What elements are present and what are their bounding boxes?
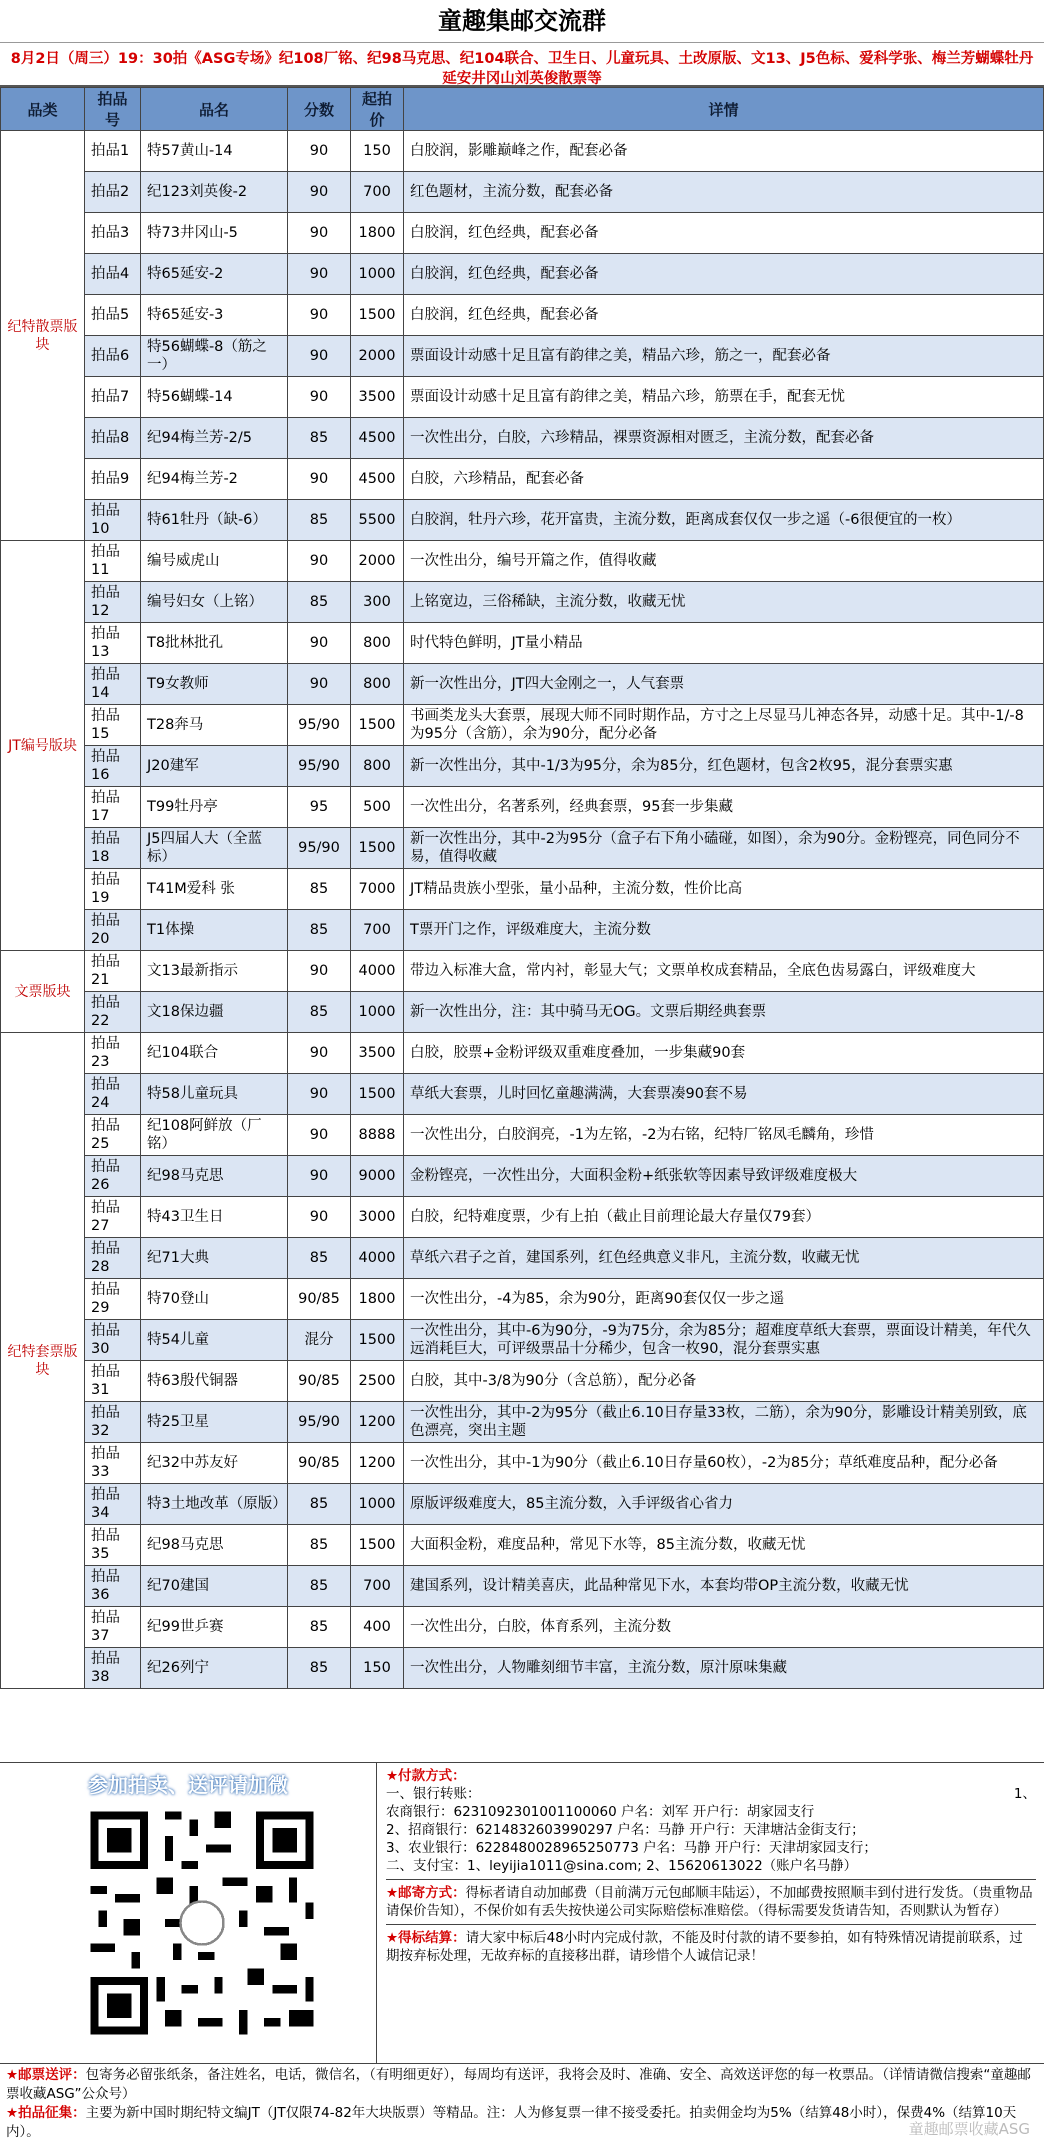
price-cell: 700 xyxy=(351,910,404,951)
table-row xyxy=(1,1402,1044,1443)
score-cell: 90 xyxy=(288,459,351,500)
detail-cell: 一次性出分，白胶，六珍精品，裸票资源相对匮乏，主流分数，配套必备 xyxy=(404,418,1044,459)
category-cell: JT编号版块 xyxy=(1,541,85,951)
table-row xyxy=(1,1033,1044,1074)
payment-info xyxy=(386,1763,1036,2063)
lot-cell: 拍品13 xyxy=(85,623,141,664)
detail-cell: 大面积金粉，难度品种，常见下水等，85主流分数，收藏无忧 xyxy=(404,1525,1044,1566)
price-cell: 1500 xyxy=(351,828,404,869)
name-cell: 纪94梅兰芳-2 xyxy=(141,459,288,500)
score-cell: 90 xyxy=(288,213,351,254)
score-cell: 95/90 xyxy=(288,705,351,746)
lot-cell: 拍品14 xyxy=(85,664,141,705)
score-cell: 90/85 xyxy=(288,1443,351,1484)
collect-title: ★拍品征集： xyxy=(6,2105,86,2121)
score-cell: 90 xyxy=(288,664,351,705)
bank-line-3: 3、农业银行：6228480028965250773 户名：马静 开户行：天津胡家园支行； xyxy=(386,1840,877,1856)
collect-text: 主要为新中国时期纪特文编JT（JT仅限74-82年大块版票）等精品。注：人为修复票一律不接受委托。拍卖佣金均为5%（结算48小时），保费4%（结算10天内）。 xyxy=(6,2105,1017,2140)
table-row xyxy=(1,1074,1044,1115)
name-cell: 纪104联合 xyxy=(141,1033,288,1074)
detail-cell: 新一次性出分，注：其中骑马无OG。文票后期经典套票 xyxy=(404,992,1044,1033)
name-cell: 特63殷代铜器 xyxy=(141,1361,288,1402)
table-row xyxy=(1,787,1044,828)
price-cell: 800 xyxy=(351,664,404,705)
score-cell: 90 xyxy=(288,377,351,418)
price-cell: 4000 xyxy=(351,1238,404,1279)
table-row xyxy=(1,910,1044,951)
table-row xyxy=(1,828,1044,869)
alipay-line: 二、支付宝：1、leyijia1011@sina.com; 2、15620613022（账户名马静） xyxy=(386,1858,858,1874)
score-cell: 90 xyxy=(288,1197,351,1238)
price-cell: 1500 xyxy=(351,1320,404,1361)
table-row xyxy=(1,1607,1044,1648)
lot-cell: 拍品37 xyxy=(85,1607,141,1648)
score-cell: 85 xyxy=(288,869,351,910)
detail-cell: 一次性出分，人物雕刻细节丰富，主流分数，原汁原味集藏 xyxy=(404,1648,1044,1689)
table-header-row xyxy=(1,88,1044,131)
score-cell: 85 xyxy=(288,1566,351,1607)
name-cell: T1体操 xyxy=(141,910,288,951)
table-row xyxy=(1,500,1044,541)
name-cell: 纪108阿鲜放（厂铭） xyxy=(141,1115,288,1156)
score-cell: 95 xyxy=(288,787,351,828)
footer xyxy=(0,1762,1044,2142)
lot-cell: 拍品24 xyxy=(85,1074,141,1115)
page-title: 童趣集邮交流群 xyxy=(0,0,1044,43)
lot-cell: 拍品12 xyxy=(85,582,141,623)
detail-cell: 新一次性出分，JT四大金刚之一，人气套票 xyxy=(404,664,1044,705)
settle-text: 请大家中标后48小时内完成付款，不能及时付款的请不要参拍，如有特殊情况请提前联系，过期按弃标处理，无故弃标的直接移出群，请珍惜个人诚信记录！ xyxy=(386,1930,1023,1964)
score-cell: 90 xyxy=(288,1115,351,1156)
price-cell: 700 xyxy=(351,1566,404,1607)
table-row xyxy=(1,623,1044,664)
score-cell: 90 xyxy=(288,1156,351,1197)
score-cell: 85 xyxy=(288,1238,351,1279)
lot-cell: 拍品18 xyxy=(85,828,141,869)
settle-title: ★得标结算： xyxy=(386,1930,466,1946)
table-row xyxy=(1,1197,1044,1238)
price-cell: 1000 xyxy=(351,1484,404,1525)
lot-cell: 拍品26 xyxy=(85,1156,141,1197)
table-row xyxy=(1,1361,1044,1402)
detail-cell: 白胶润，影雕巅峰之作，配套必备 xyxy=(404,131,1044,172)
lot-cell: 拍品29 xyxy=(85,1279,141,1320)
price-cell: 800 xyxy=(351,746,404,787)
table-row xyxy=(1,1320,1044,1361)
table-row xyxy=(1,1443,1044,1484)
name-cell: 特61牡丹（缺-6） xyxy=(141,500,288,541)
table-body xyxy=(1,131,1044,1689)
detail-cell: 金粉铿亮，一次性出分，大面积金粉+纸张软等因素导致评级难度极大 xyxy=(404,1156,1044,1197)
lot-cell: 拍品25 xyxy=(85,1115,141,1156)
detail-cell: 白胶，胶票+金粉评级双重难度叠加，一步集藏90套 xyxy=(404,1033,1044,1074)
qr-heading: 参加拍卖、送评请加微 xyxy=(88,1773,288,1797)
mail-title: ★邮寄方式： xyxy=(386,1885,466,1901)
mail-text: 得标者请自动加邮费（目前满万元包邮顺丰陆运），不加邮费按照顺丰到付进行发货。（贵重物品请保价告知），不保价如有丢失按快递公司实际赔偿标准赔偿。（得标需要发货请告知，否则默认为暂存） xyxy=(386,1885,1033,1919)
lot-cell: 拍品16 xyxy=(85,746,141,787)
name-cell: 纪98马克思 xyxy=(141,1156,288,1197)
score-cell: 90 xyxy=(288,172,351,213)
name-cell: 纪94梅兰芳-2/5 xyxy=(141,418,288,459)
detail-cell: 原版评级难度大，85主流分数，入手评级省心省力 xyxy=(404,1484,1044,1525)
score-cell: 90/85 xyxy=(288,1279,351,1320)
bank-index: 1、 xyxy=(1013,1786,1036,1802)
name-cell: 纪32中苏友好 xyxy=(141,1443,288,1484)
score-cell: 95/90 xyxy=(288,1402,351,1443)
table-row xyxy=(1,705,1044,746)
detail-cell: 一次性出分，其中-2为95分（截止6.10日存量33枚，二筋），余为90分，影雕设计精美别致，底色漂亮，突出主题 xyxy=(404,1402,1044,1443)
price-cell: 2500 xyxy=(351,1361,404,1402)
lot-cell: 拍品17 xyxy=(85,787,141,828)
table-row xyxy=(1,1525,1044,1566)
score-cell: 95/90 xyxy=(288,828,351,869)
table-row xyxy=(1,951,1044,992)
header-detail: 详情 xyxy=(404,88,1044,131)
detail-cell: JT精品贵族小型张，量小品种，主流分数，性价比高 xyxy=(404,869,1044,910)
name-cell: J20建军 xyxy=(141,746,288,787)
score-cell: 90 xyxy=(288,254,351,295)
auction-table xyxy=(0,87,1044,1689)
category-cell: 文票版块 xyxy=(1,951,85,1033)
name-cell: 纪98马克思 xyxy=(141,1525,288,1566)
detail-cell: 上铭宽边，三俗稀缺，主流分数，收藏无忧 xyxy=(404,582,1044,623)
bank-line-2: 2、招商银行：6214832603990297 户名：马静 开户行：天津塘沽金街支行； xyxy=(386,1822,865,1838)
table-row xyxy=(1,541,1044,582)
score-cell: 90 xyxy=(288,623,351,664)
detail-cell: 一次性出分，白胶，体育系列，主流分数 xyxy=(404,1607,1044,1648)
score-cell: 85 xyxy=(288,418,351,459)
detail-cell: 白胶润，红色经典，配套必备 xyxy=(404,254,1044,295)
category-cell: 纪特套票版块 xyxy=(1,1033,85,1689)
price-cell: 7000 xyxy=(351,869,404,910)
lot-cell: 拍品30 xyxy=(85,1320,141,1361)
lot-cell: 拍品1 xyxy=(85,131,141,172)
detail-cell: 草纸六君子之首，建国系列，红色经典意义非凡，主流分数，收藏无忧 xyxy=(404,1238,1044,1279)
name-cell: 特25卫星 xyxy=(141,1402,288,1443)
lot-cell: 拍品4 xyxy=(85,254,141,295)
name-cell: 特57黄山-14 xyxy=(141,131,288,172)
detail-cell: 白胶，六珍精品，配套必备 xyxy=(404,459,1044,500)
header-category: 品类 xyxy=(1,88,85,131)
name-cell: 特54儿童 xyxy=(141,1320,288,1361)
price-cell: 9000 xyxy=(351,1156,404,1197)
detail-cell: 建国系列，设计精美喜庆，此品种常见下水，本套均带OP主流分数，收藏无忧 xyxy=(404,1566,1044,1607)
lot-cell: 拍品15 xyxy=(85,705,141,746)
price-cell: 500 xyxy=(351,787,404,828)
table-row xyxy=(1,377,1044,418)
detail-cell: 草纸大套票，儿时回忆童趣满满，大套票凑90套不易 xyxy=(404,1074,1044,1115)
name-cell: 特65延安-3 xyxy=(141,295,288,336)
header-price: 起拍价 xyxy=(351,88,404,131)
detail-cell: 票面设计动感十足且富有韵律之美，精品六珍，筋票在手，配套无忧 xyxy=(404,377,1044,418)
detail-cell: 票面设计动感十足且富有韵律之美，精品六珍，筋之一，配套必备 xyxy=(404,336,1044,377)
score-cell: 85 xyxy=(288,1525,351,1566)
table-row xyxy=(1,254,1044,295)
name-cell: 特70登山 xyxy=(141,1279,288,1320)
table-row xyxy=(1,869,1044,910)
price-cell: 800 xyxy=(351,623,404,664)
lot-cell: 拍品33 xyxy=(85,1443,141,1484)
table-row xyxy=(1,172,1044,213)
price-cell: 300 xyxy=(351,582,404,623)
lot-cell: 拍品9 xyxy=(85,459,141,500)
payment-title: ★付款方式： xyxy=(386,1768,466,1784)
table-row xyxy=(1,418,1044,459)
name-cell: 纪70建国 xyxy=(141,1566,288,1607)
submit-title: ★邮票送评： xyxy=(6,2067,86,2083)
price-cell: 1200 xyxy=(351,1402,404,1443)
score-cell: 85 xyxy=(288,910,351,951)
price-cell: 4000 xyxy=(351,951,404,992)
detail-cell: 红色题材，主流分数，配套必备 xyxy=(404,172,1044,213)
score-cell: 90/85 xyxy=(288,1361,351,1402)
header-name: 品名 xyxy=(141,88,288,131)
score-cell: 95/90 xyxy=(288,746,351,787)
detail-cell: 书画类龙头大套票，展现大师不同时期作品，方寸之上尽显马儿神态各异，动感十足。其中-1/-8为95分（含筋），余为90分，配分必备 xyxy=(404,705,1044,746)
detail-cell: 一次性出分，名著系列，经典套票，95套一步集藏 xyxy=(404,787,1044,828)
name-cell: 特65延安-2 xyxy=(141,254,288,295)
mail-block xyxy=(386,1880,1036,1925)
name-cell: T99牡丹亭 xyxy=(141,787,288,828)
score-cell: 85 xyxy=(288,1648,351,1689)
price-cell: 150 xyxy=(351,1648,404,1689)
name-cell: 纪99世乒赛 xyxy=(141,1607,288,1648)
table-row xyxy=(1,992,1044,1033)
name-cell: 编号妇女（上铭） xyxy=(141,582,288,623)
price-cell: 2000 xyxy=(351,336,404,377)
price-cell: 1200 xyxy=(351,1443,404,1484)
table-row xyxy=(1,1566,1044,1607)
lot-cell: 拍品32 xyxy=(85,1402,141,1443)
name-cell: 特58儿童玩具 xyxy=(141,1074,288,1115)
table-row xyxy=(1,1484,1044,1525)
price-cell: 3500 xyxy=(351,377,404,418)
name-cell: T9女教师 xyxy=(141,664,288,705)
lot-cell: 拍品2 xyxy=(85,172,141,213)
lot-cell: 拍品7 xyxy=(85,377,141,418)
qr-section xyxy=(0,1763,377,2063)
detail-cell: 新一次性出分，其中-2为95分（盒子右下角小磕碰，如图），余为90分。金粉铿亮，同色同分不易，值得收藏 xyxy=(404,828,1044,869)
price-cell: 5500 xyxy=(351,500,404,541)
name-cell: 特73井冈山-5 xyxy=(141,213,288,254)
detail-cell: 白胶润，红色经典，配套必备 xyxy=(404,213,1044,254)
lot-cell: 拍品5 xyxy=(85,295,141,336)
lot-cell: 拍品8 xyxy=(85,418,141,459)
table-row xyxy=(1,746,1044,787)
bottom-notes xyxy=(0,2063,1044,2142)
detail-cell: 白胶，纪特难度票，少有上拍（截止目前理论最大存量仅79套） xyxy=(404,1197,1044,1238)
lot-cell: 拍品28 xyxy=(85,1238,141,1279)
name-cell: 文13最新指示 xyxy=(141,951,288,992)
price-cell: 700 xyxy=(351,172,404,213)
price-cell: 3000 xyxy=(351,1197,404,1238)
detail-cell: 白胶润，红色经典，配套必备 xyxy=(404,295,1044,336)
detail-cell: 一次性出分，其中-1为90分（截止6.10日存量60枚），-2为85分；草纸难度品种，配分必备 xyxy=(404,1443,1044,1484)
qr-code-icon xyxy=(82,1803,322,2043)
detail-cell: 一次性出分，-4为85，余为90分，距离90套仅仅一步之遥 xyxy=(404,1279,1044,1320)
price-cell: 400 xyxy=(351,1607,404,1648)
score-cell: 90 xyxy=(288,1074,351,1115)
table-row xyxy=(1,1648,1044,1689)
name-cell: T28奔马 xyxy=(141,705,288,746)
score-cell: 90 xyxy=(288,295,351,336)
name-cell: 编号威虎山 xyxy=(141,541,288,582)
name-cell: T41M爱科 张 xyxy=(141,869,288,910)
score-cell: 90 xyxy=(288,951,351,992)
table-row xyxy=(1,295,1044,336)
table-row xyxy=(1,459,1044,500)
name-cell: 文18保边疆 xyxy=(141,992,288,1033)
category-cell: 纪特散票版块 xyxy=(1,131,85,541)
lot-cell: 拍品27 xyxy=(85,1197,141,1238)
submit-text: 包寄务必留张纸条，备注姓名，电话，微信名，（有明细更好），每周均有送评，我将会及时、准确、安全、高效送评您的每一枚票品。（详情请微信搜索“童趣邮票收藏ASG”公众号） xyxy=(6,2067,1031,2102)
lot-cell: 拍品36 xyxy=(85,1566,141,1607)
settle-block xyxy=(386,1925,1036,1969)
table-row xyxy=(1,336,1044,377)
lot-cell: 拍品11 xyxy=(85,541,141,582)
auction-subtitle: 8月2日（周三）19：30拍《ASG专场》纪108厂铭、纪98马克思、纪104联合、卫生日、儿童玩具、土改原版、文13、J5色标、爱科学张、梅兰芳蝴蝶牡丹延安井冈山刘英俊散票等 xyxy=(0,43,1044,87)
score-cell: 85 xyxy=(288,992,351,1033)
detail-cell: 时代特色鲜明，JT量小精品 xyxy=(404,623,1044,664)
detail-cell: 白胶，其中-3/8为90分（含总筋），配分必备 xyxy=(404,1361,1044,1402)
table-row xyxy=(1,582,1044,623)
name-cell: 特43卫生日 xyxy=(141,1197,288,1238)
name-cell: 特3土地改革（原版） xyxy=(141,1484,288,1525)
lot-cell: 拍品23 xyxy=(85,1033,141,1074)
score-cell: 85 xyxy=(288,582,351,623)
score-cell: 混分 xyxy=(288,1320,351,1361)
lot-cell: 拍品3 xyxy=(85,213,141,254)
price-cell: 8888 xyxy=(351,1115,404,1156)
table-row xyxy=(1,131,1044,172)
price-cell: 2000 xyxy=(351,541,404,582)
name-cell: T8批林批孔 xyxy=(141,623,288,664)
lot-cell: 拍品22 xyxy=(85,992,141,1033)
lot-cell: 拍品21 xyxy=(85,951,141,992)
lot-cell: 拍品35 xyxy=(85,1525,141,1566)
table-row xyxy=(1,1238,1044,1279)
header-lot: 拍品号 xyxy=(85,88,141,131)
detail-cell: 白胶润，牡丹六珍，花开富贵，主流分数，距离成套仅仅一步之遥（-6很便宜的一枚） xyxy=(404,500,1044,541)
bank-line-1: 农商银行：6231092301001100060 户名：刘军 开户行：胡家园支行 xyxy=(386,1804,815,1820)
detail-cell: T票开门之作，评级难度大，主流分数 xyxy=(404,910,1044,951)
price-cell: 1500 xyxy=(351,1525,404,1566)
price-cell: 1800 xyxy=(351,1279,404,1320)
score-cell: 90 xyxy=(288,541,351,582)
score-cell: 85 xyxy=(288,500,351,541)
lot-cell: 拍品19 xyxy=(85,869,141,910)
name-cell: J5四届人大（全蓝标） xyxy=(141,828,288,869)
table-row xyxy=(1,664,1044,705)
price-cell: 1500 xyxy=(351,1074,404,1115)
name-cell: 纪26列宁 xyxy=(141,1648,288,1689)
detail-cell: 一次性出分，其中-6为90分，-9为75分，余为85分；超难度草纸大套票，票面设计精美，年代久远消耗巨大，可评级票品十分稀少，包含一枚90，混分套票实惠 xyxy=(404,1320,1044,1361)
lot-cell: 拍品31 xyxy=(85,1361,141,1402)
price-cell: 1500 xyxy=(351,295,404,336)
score-cell: 85 xyxy=(288,1484,351,1525)
detail-cell: 一次性出分，白胶润亮，-1为左铭，-2为右铭，纪特厂铭凤毛麟角，珍惜 xyxy=(404,1115,1044,1156)
lot-cell: 拍品34 xyxy=(85,1484,141,1525)
price-cell: 4500 xyxy=(351,459,404,500)
price-cell: 1500 xyxy=(351,705,404,746)
score-cell: 90 xyxy=(288,131,351,172)
score-cell: 90 xyxy=(288,336,351,377)
detail-cell: 带边入标准大盒，常内衬，彰显大气；文票单枚成套精品，全底色齿易露白，评级难度大 xyxy=(404,951,1044,992)
table-row xyxy=(1,213,1044,254)
table-row xyxy=(1,1279,1044,1320)
detail-cell: 新一次性出分，其中-1/3为95分，余为85分，红色题材，包含2枚95，混分套票实惠 xyxy=(404,746,1044,787)
price-cell: 4500 xyxy=(351,418,404,459)
price-cell: 1800 xyxy=(351,213,404,254)
price-cell: 1000 xyxy=(351,992,404,1033)
table-row xyxy=(1,1115,1044,1156)
header-score: 分数 xyxy=(288,88,351,131)
table-row xyxy=(1,1156,1044,1197)
price-cell: 3500 xyxy=(351,1033,404,1074)
name-cell: 特56蝴蝶-8（筋之一） xyxy=(141,336,288,377)
lot-cell: 拍品6 xyxy=(85,336,141,377)
lot-cell: 拍品10 xyxy=(85,500,141,541)
detail-cell: 一次性出分，编号开篇之作，值得收藏 xyxy=(404,541,1044,582)
name-cell: 纪71大典 xyxy=(141,1238,288,1279)
price-cell: 150 xyxy=(351,131,404,172)
name-cell: 纪123刘英俊-2 xyxy=(141,172,288,213)
watermark: 童趣邮票收藏ASG xyxy=(908,2120,1030,2138)
score-cell: 90 xyxy=(288,1033,351,1074)
score-cell: 85 xyxy=(288,1607,351,1648)
name-cell: 特56蝴蝶-14 xyxy=(141,377,288,418)
price-cell: 1000 xyxy=(351,254,404,295)
lot-cell: 拍品20 xyxy=(85,910,141,951)
bank-transfer-label: 一、银行转账： xyxy=(386,1786,481,1802)
lot-cell: 拍品38 xyxy=(85,1648,141,1689)
payment-block xyxy=(386,1763,1036,1880)
